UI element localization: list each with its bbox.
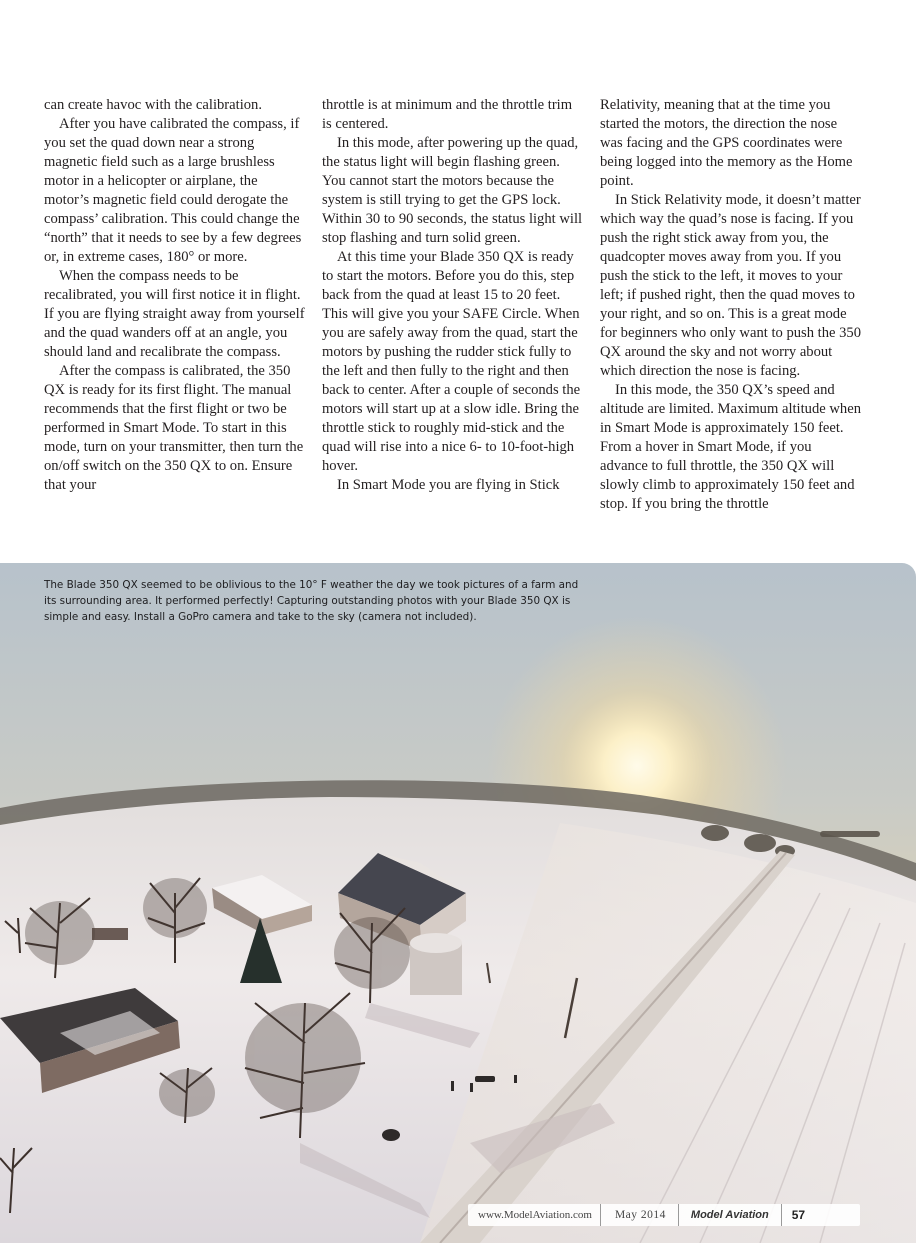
website-link[interactable]: www.ModelAviation.com	[478, 1209, 592, 1221]
paragraph: In this mode, after powering up the quad, the status light will begin flashing green. You cannot start the motors because the system is still trying to get the GPS lock. Within 30 to 90 seconds, the status light will stop flashing and turn solid green.	[322, 135, 583, 246]
paragraph: When the compass needs to be recalibrated, you will first notice it in flight. If you are flying straight away from yourself and the quad wanders off at an angle, you should land and recalibrate the compass.	[44, 268, 305, 360]
page-number: 57	[791, 1208, 806, 1222]
text-column-2	[322, 96, 584, 495]
issue-date: May 2014	[614, 1209, 666, 1221]
paragraph: At this time your Blade 350 QX is ready to start the motors. Before you do this, step back from the quad at least 15 to 20 feet. This will give you your SAFE Circle. When you are safely away from the quad, start the motors by pushing the rudder stick fully to the left and then fully to the right and then back to center. After a couple of seconds the motors will start up at a slow idle. Bring the throttle stick to roughly mid-stick and the quad will rise into a nice 6- to 10-foot-high hover.	[322, 249, 581, 474]
aerial-farm-illustration	[0, 563, 916, 1243]
aerial-farm-photo	[0, 563, 916, 1243]
paragraph: can create havoc with the calibration.	[44, 97, 262, 113]
text-column-1	[44, 96, 306, 495]
text-column-3	[600, 96, 862, 514]
paragraph: In Smart Mode you are flying in Stick	[337, 477, 560, 493]
paragraph: In Stick Relativity mode, it doesn’t matter which way the quad’s nose is facing. If you push the right stick away from you, the quadcopter moves away from you. If you push the stick to the left, it moves to your left; if pushed right, then the quad moves to your right, and so on. This is a great mode for beginners who only want to push the 350 QX around the sky and not worry about which direction the nose is facing.	[600, 192, 862, 379]
paragraph: throttle is at minimum and the throttle trim is centered.	[322, 97, 573, 132]
paragraph: After you have calibrated the compass, if you set the quad down near a strong magnetic field such as a large brushless motor in a helicopter or airplane, the motor’s magnetic field could derogate the compass’ calibration. This could change the “north” that it needs to see by a few degrees or, in extreme cases, 180° or more.	[44, 116, 302, 265]
paragraph: In this mode, the 350 QX’s speed and altitude are limited. Maximum altitude when in Smart Mode is approximately 150 feet. From a hover in Smart Mode, if you advance to full throttle, the 350 QX will slowly climb to approximately 150 feet and stop. If you bring the throttle	[600, 382, 861, 512]
page-footer	[468, 1204, 860, 1226]
paragraph: Relativity, meaning that at the time you started the motors, the direction the nose was facing and the GPS coordinates were being logged into the memory as the Home point.	[600, 97, 853, 189]
photo-caption: The Blade 350 QX seemed to be oblivious to the 10° F weather the day we took pictures of a farm and its surrounding area. It performed perfectly! Capturing outstanding photos with your Blade 350 QX is simple and easy. Install a GoPro camera and take to the sky (camera not included).	[44, 579, 579, 623]
magazine-name: Model Aviation	[690, 1209, 769, 1221]
paragraph: After the compass is calibrated, the 350 QX is ready for its first flight. The manual recommends that the first flight or two be performed in Smart Mode. To start in this mode, turn on your transmitter, then turn the on/off switch on the 350 QX to on. Ensure that your	[44, 363, 304, 493]
